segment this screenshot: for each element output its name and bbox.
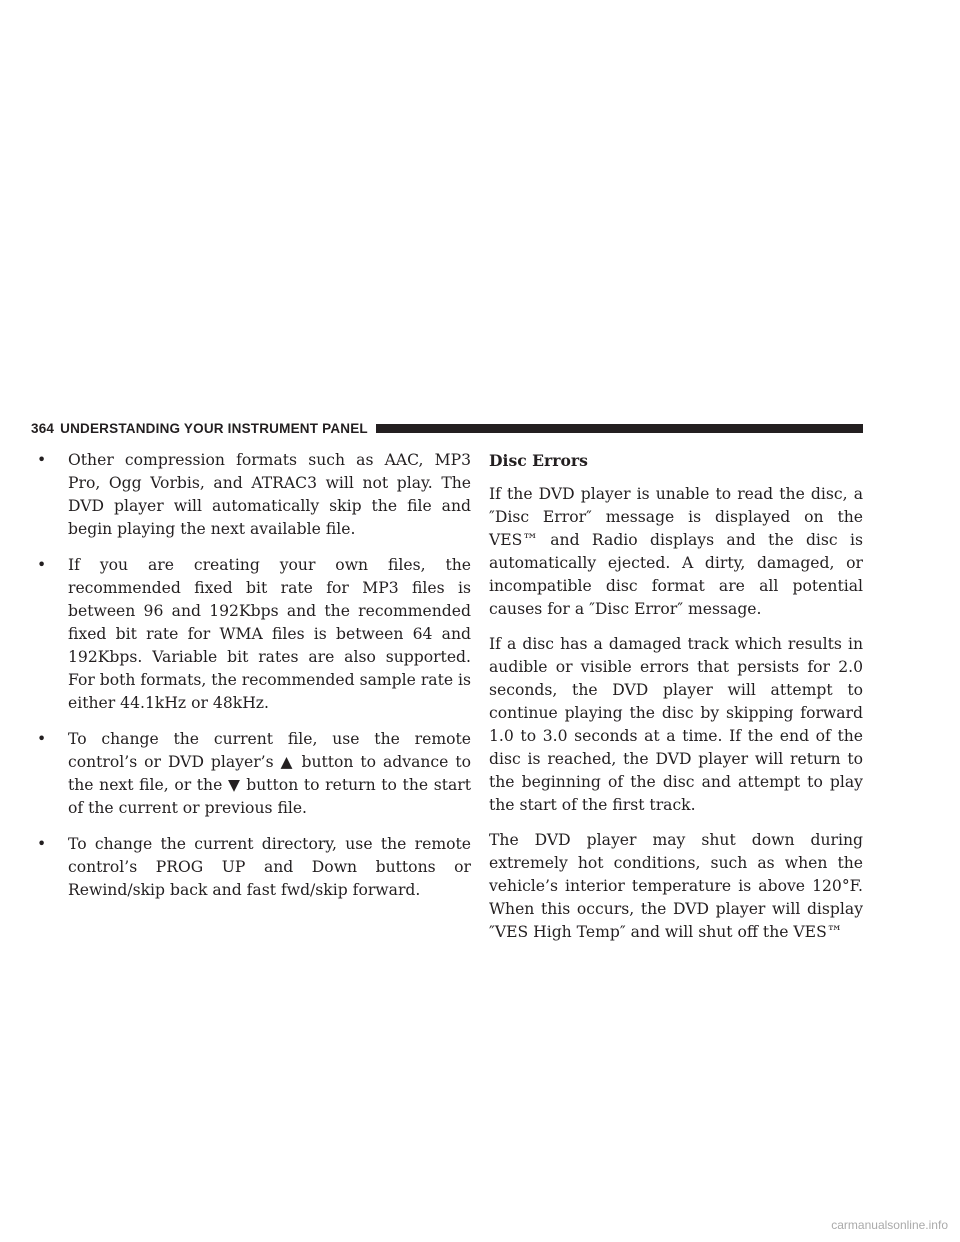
watermark: carmanualsonline.info [831,1218,948,1232]
list-item [31,728,471,820]
bullet-icon: • [37,451,47,469]
bullet-text: To change the current directory, use the remote control’s PROG UP and Down buttons or Rewind/skip back and fast fwd/skip forward. [68,835,471,899]
bullet-text: If you are creating your own files, the recommended fixed bit rate for MP3 files is between 96 and 192Kbps and the recommended fixed bit rate for WMA files is between 64 and 192Kbps. Variable bit rates are also supported. For both formats, the recommended sample rate is either 44.1kHz or 48kHz. [68,556,472,712]
section-title: UNDERSTANDING YOUR INSTRUMENT PANEL [60,420,368,436]
section-heading: Disc Errors [489,451,588,470]
bullet-icon: • [37,730,47,748]
bullet-icon: • [37,835,47,853]
paragraph: If the DVD player is unable to read the disc, a ″Disc Error″ message is displayed on the VES™ and Radio displays and the disc is automatically ejected. A dirty, damaged, or incompatible disc format are all potential causes for a ″Disc Error″ message. [489,485,863,618]
header-rule [376,424,863,433]
bullet-text: To change the current file, use the remote control’s or DVD player’s ▲ button to advance to the next file, or the ▼ button to return to the start of the current or previous file. [68,730,471,817]
paragraph: The DVD player may shut down during extremely hot conditions, such as when the vehicle’s interior temperature is above 120°F. When this occurs, the DVD player will display ″VES High Temp″ and will shut off the VES™ [489,831,863,941]
page-number: 364 [31,420,55,436]
bullet-text: Other compression formats such as AAC, MP3 Pro, Ogg Vorbis, and ATRAC3 will not play. The DVD player will automatically skip the file and begin playing the next available file. [68,451,471,538]
list-item [31,449,471,541]
right-column [489,449,863,956]
page-header [31,418,863,438]
paragraph: If a disc has a damaged track which results in audible or visible errors that persists for 2.0 seconds, the DVD player will attempt to continue playing the disc by skipping forward 1.0 to 3.0 seconds at a time. If the end of the disc is reached, the DVD player will return to the beginning of the disc and attempt to play the start of the first track. [489,635,863,814]
list-item [31,833,471,902]
bullet-icon: • [37,556,47,574]
left-column [31,449,471,915]
list-item [31,554,471,715]
